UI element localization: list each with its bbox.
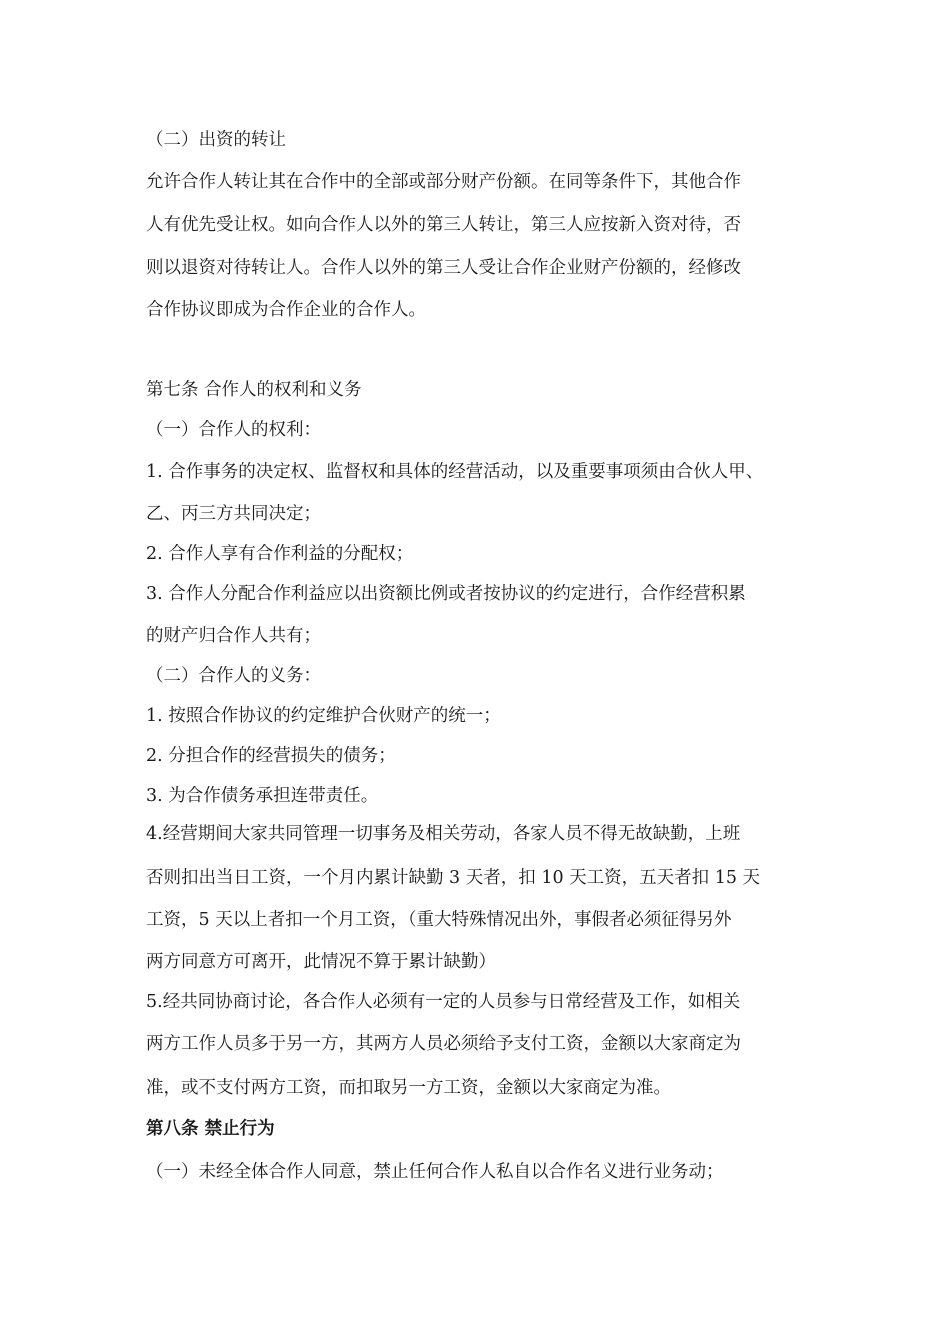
- article-7-heading: 第七条 合作人的权利和义务: [146, 380, 362, 400]
- article-8-heading: 第八条 禁止行为: [146, 1119, 275, 1139]
- section-heading-transfer: （二）出资的转让: [146, 130, 286, 150]
- list-item-continued: 乙、丙三方共同决定；: [146, 504, 321, 524]
- subsection-rights-heading: （一）合作人的权利：: [146, 420, 321, 440]
- list-item: 1. 合作事务的决定权、监督权和具体的经营活动，以及重要事项须由合伙人甲、: [146, 462, 764, 482]
- list-item: （一）未经全体合作人同意，禁止任何合作人私自以合作名义进行业务动；: [146, 1162, 724, 1182]
- list-item-continued: 准，或不支付两方工资，而扣取另一方工资，金额以大家商定为准。: [146, 1078, 671, 1098]
- list-item-continued: 的财产归合作人共有；: [146, 626, 321, 646]
- list-item: 2. 合作人享有合作利益的分配权；: [146, 544, 414, 564]
- list-item: 4.经营期间大家共同管理一切事务及相关劳动，各家人员不得无故缺勤，上班: [146, 824, 741, 844]
- list-item-continued: 工资，5 天以上者扣一个月工资，（重大特殊情况出外，事假者必须征得另外: [146, 910, 732, 930]
- list-item: 3. 为合作债务承担连带责任。: [146, 786, 379, 806]
- paragraph-line: 则以退资对待转让人。合作人以外的第三人受让合作企业财产份额的，经修改: [146, 258, 741, 278]
- list-item: 3. 合作人分配合作利益应以出资额比例或者按协议的约定进行，合作经营积累: [146, 584, 746, 604]
- paragraph-line: 人有优先受让权。如向合作人以外的第三人转让，第三人应按新入资对待，否: [146, 215, 741, 235]
- paragraph-line: 允许合作人转让其在合作中的全部或部分财产份额。在同等条件下，其他合作: [146, 172, 741, 192]
- list-item-continued: 两方工作人员多于另一方，其两方人员必须给予支付工资，金额以大家商定为: [146, 1034, 741, 1054]
- list-item: 1. 按照合作协议的约定维护合伙财产的统一；: [146, 706, 501, 726]
- list-item-continued: 否则扣出当日工资，一个月内累计缺勤 3 天者，扣 10 天工资，五天者扣 15 天: [146, 868, 761, 888]
- paragraph-line: 合作协议即成为合作企业的合作人。: [146, 300, 426, 320]
- subsection-duties-heading: （二）合作人的义务：: [146, 666, 321, 686]
- list-item-continued: 两方同意方可离开，此情况不算于累计缺勤）: [146, 952, 496, 972]
- list-item: 5.经共同协商讨论，各合作人必须有一定的人员参与日常经营及工作，如相关: [146, 992, 741, 1012]
- list-item: 2. 分担合作的经营损失的债务；: [146, 746, 396, 766]
